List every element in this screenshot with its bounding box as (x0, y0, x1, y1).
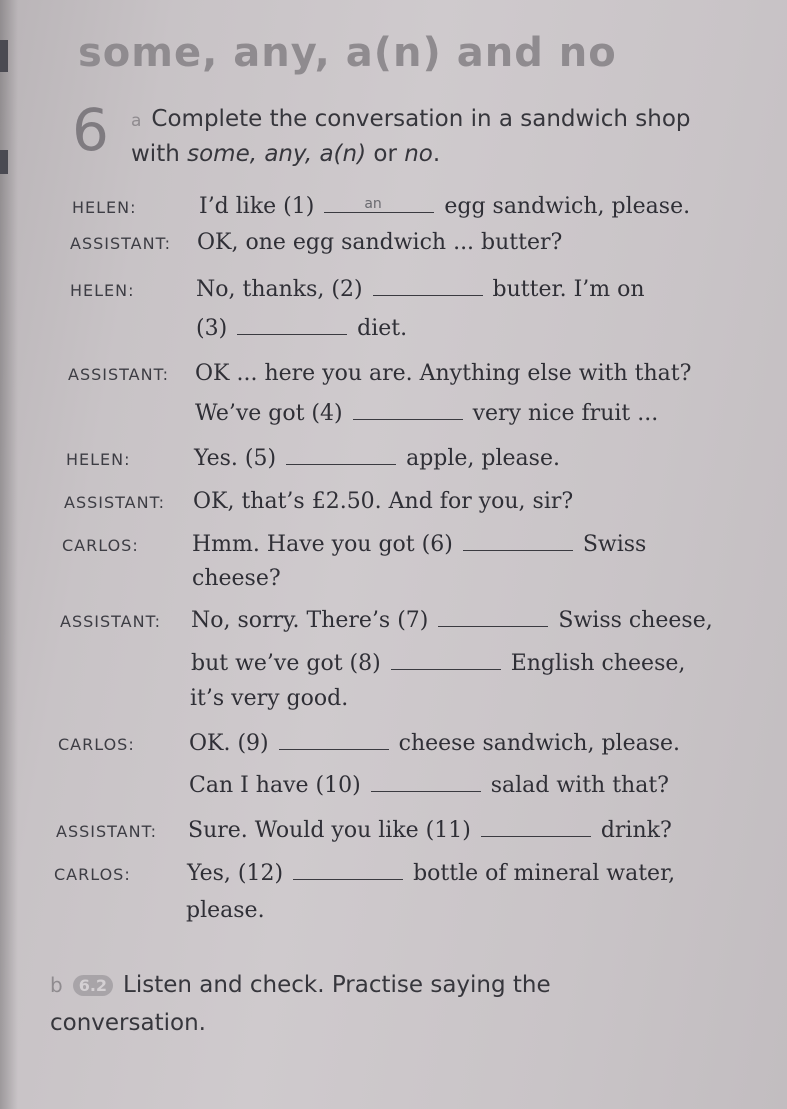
answer-blank[interactable] (279, 731, 389, 750)
page-title: some, any, a(n) and no (78, 30, 617, 76)
dialogue-line (190, 686, 348, 711)
speaker-label: CARLOS: (62, 536, 139, 555)
speaker-label: CARLOS: (58, 735, 135, 754)
dialogue-text: We’ve got (4) (195, 401, 343, 426)
dialogue-line (187, 861, 675, 886)
dialogue-line (188, 818, 672, 843)
answer-blank[interactable] (324, 194, 434, 213)
dialogue-text: OK ... here you are. Anything else with that? (195, 361, 692, 386)
dialogue-line (195, 361, 691, 386)
dialogue-text: No, thanks, (2) (196, 277, 363, 302)
dialogue-text: No, sorry. There’s (7) (191, 608, 429, 633)
speaker-label: ASSISTANT: (68, 365, 169, 384)
answer-blank[interactable] (237, 316, 347, 335)
instruction-line-1 (131, 106, 691, 132)
dialogue-text: OK. (9) (189, 731, 269, 756)
part-b-line-1 (50, 972, 551, 998)
dialogue-text: English cheese, (510, 651, 686, 676)
margin-mark (0, 40, 8, 72)
dialogue-line (189, 773, 669, 798)
answer-blank[interactable] (373, 277, 483, 296)
dialogue-text: Can I have (10) (189, 773, 361, 798)
dialogue-line (191, 651, 685, 676)
dialogue-text: OK, that’s £2.50. And for you, sir? (193, 489, 574, 514)
part-a-label: a (131, 111, 142, 131)
dialogue-text: please. (186, 898, 265, 923)
dialogue-line (192, 532, 646, 557)
dialogue-line (192, 566, 281, 591)
margin-mark (0, 150, 8, 174)
dialogue-text: Sure. Would you like (11) (188, 818, 471, 843)
dialogue-text: Yes, (12) (187, 861, 284, 886)
speaker-label: ASSISTANT: (70, 234, 171, 253)
part-b-line-2: conversation. (50, 1010, 206, 1036)
handwritten-answer: an (364, 196, 382, 212)
dialogue-text: Yes. (5) (194, 446, 277, 471)
answer-blank[interactable] (353, 401, 463, 420)
instruction-text: with (131, 141, 188, 167)
dialogue-text: it’s very good. (190, 686, 349, 711)
dialogue-text: bottle of mineral water, (413, 861, 676, 886)
dialogue-text: very nice fruit ... (472, 401, 659, 426)
answer-blank[interactable] (391, 651, 501, 670)
speaker-label: ASSISTANT: (56, 822, 157, 841)
dialogue-text: drink? (600, 818, 672, 843)
dialogue-text: salad with that? (490, 773, 669, 798)
answer-blank[interactable] (293, 861, 403, 880)
speaker-label: ASSISTANT: (60, 612, 161, 631)
instruction-keyword-no: no (404, 141, 433, 167)
dialogue-line (189, 731, 680, 756)
dialogue-line (197, 230, 562, 255)
exercise-number: 6 (72, 96, 109, 164)
dialogue-text: Swiss cheese, (558, 608, 713, 633)
dialogue-line (186, 898, 265, 923)
part-b-label: b (50, 973, 63, 997)
dialogue-text: Hmm. Have you got (6) (192, 532, 453, 557)
dialogue-line (195, 401, 658, 426)
dialogue-text: cheese? (192, 566, 281, 591)
dialogue-line (191, 608, 713, 633)
speaker-label: CARLOS: (54, 865, 131, 884)
dialogue-text: Swiss (582, 532, 647, 557)
answer-blank[interactable] (481, 818, 591, 837)
instruction-keywords: some, any, a(n) (187, 141, 367, 167)
speaker-label: ASSISTANT: (64, 493, 165, 512)
dialogue-line (196, 316, 407, 341)
answer-blank[interactable] (438, 608, 548, 627)
dialogue-text: butter. I’m on (492, 277, 645, 302)
instruction-text: . (432, 141, 441, 167)
dialogue-text: OK, one egg sandwich ... butter? (197, 230, 563, 255)
dialogue-text: I’d like (1) (199, 194, 315, 219)
dialogue-line (194, 446, 560, 471)
dialogue-line (199, 194, 690, 219)
answer-blank[interactable] (463, 532, 573, 551)
speaker-label: HELEN: (70, 281, 135, 300)
dialogue-text: cheese sandwich, please. (398, 731, 681, 756)
dialogue-text: egg sandwich, please. (444, 194, 691, 219)
part-b-text: Listen and check. Practise saying the (123, 972, 551, 998)
answer-blank[interactable] (371, 773, 481, 792)
speaker-label: HELEN: (72, 198, 137, 217)
audio-track-badge[interactable]: 6.2 (73, 975, 113, 996)
dialogue-text: (3) (196, 316, 228, 341)
dialogue-line (196, 277, 645, 302)
dialogue-text: but we’ve got (8) (191, 651, 381, 676)
instruction-line-2 (131, 141, 440, 167)
dialogue-text: apple, please. (406, 446, 560, 471)
dialogue-text: diet. (357, 316, 408, 341)
answer-blank[interactable] (286, 446, 396, 465)
speaker-label: HELEN: (66, 450, 131, 469)
instruction-text: or (366, 141, 405, 167)
instruction-text: Complete the conversation in a sandwich shop (151, 106, 691, 132)
dialogue-line (193, 489, 573, 514)
